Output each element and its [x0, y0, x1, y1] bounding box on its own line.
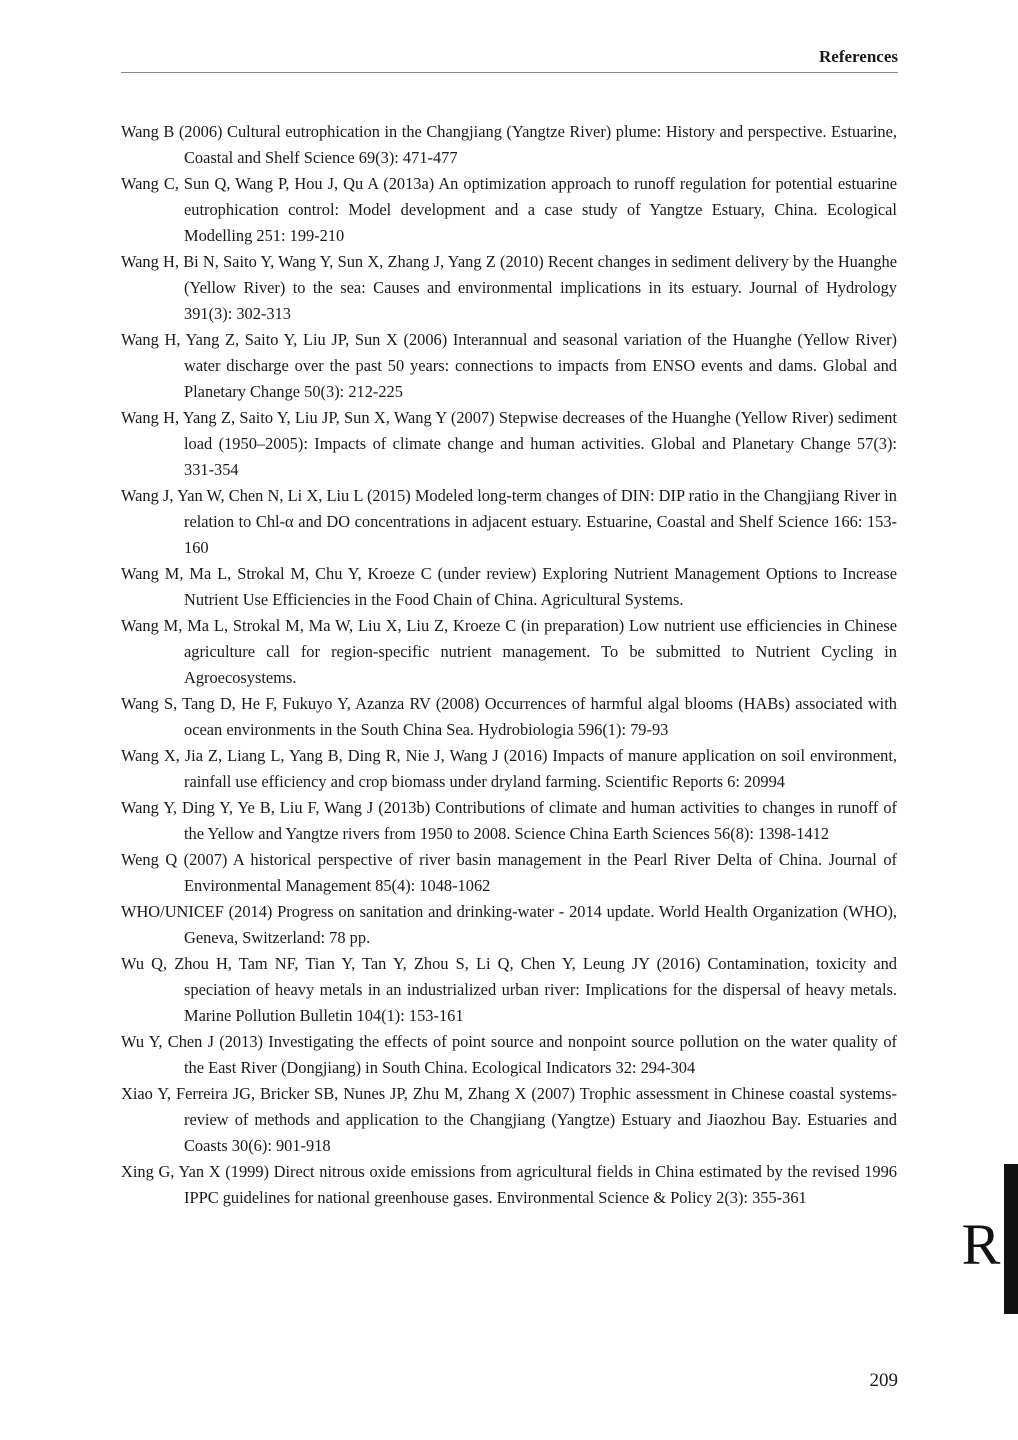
reference-entry: Wang H, Bi N, Saito Y, Wang Y, Sun X, Zhang J, Yang Z (2010) Recent changes in sediment delivery by the Huanghe (Yellow River) to the sea: Causes and environmental implications in its estuary. Journal of Hydrology 391(3): 302-313: [121, 252, 897, 323]
running-header-title: References: [819, 47, 898, 66]
section-tab-letter: R: [961, 1212, 1001, 1277]
reference-entry: Wang M, Ma L, Strokal M, Ma W, Liu X, Liu Z, Kroeze C (in preparation) Low nutrient use efficiencies in Chinese agriculture call for region-specific nutrient management. To be submitted to Nutrient Cycling in Agroecosystems.: [121, 616, 897, 687]
reference-entry: Wang M, Ma L, Strokal M, Chu Y, Kroeze C (under review) Exploring Nutrient Management Options to Increase Nutrient Use Efficiencies in the Food Chain of China. Agricultural Systems.: [121, 564, 897, 609]
section-thumb-tab: [1004, 1164, 1018, 1314]
reference-entry: Xing G, Yan X (1999) Direct nitrous oxide emissions from agricultural fields in China estimated by the revised 1996 IPPC guidelines for national greenhouse gases. Environmental Science & Policy 2(3): 355-361: [121, 1162, 897, 1207]
reference-entry: WHO/UNICEF (2014) Progress on sanitation and drinking-water - 2014 update. World Health Organization (WHO), Geneva, Switzerland: 78 pp.: [121, 902, 897, 947]
reference-list: [121, 119, 897, 1211]
page-number: 209: [869, 1370, 898, 1391]
reference-entry: Wang J, Yan W, Chen N, Li X, Liu L (2015) Modeled long-term changes of DIN: DIP ratio in the Changjiang River in relation to Chl-α and DO concentrations in adjacent estuary. Estuarine, Coastal and Shelf Science 166: 153-160: [121, 486, 897, 557]
reference-entry: Wang S, Tang D, He F, Fukuyo Y, Azanza RV (2008) Occurrences of harmful algal blooms (HABs) associated with ocean environments in the South China Sea. Hydrobiologia 596(1): 79-93: [121, 694, 897, 739]
reference-entry: Weng Q (2007) A historical perspective of river basin management in the Pearl River Delta of China. Journal of Environmental Management 85(4): 1048-1062: [121, 850, 897, 895]
reference-entry: Wu Q, Zhou H, Tam NF, Tian Y, Tan Y, Zhou S, Li Q, Chen Y, Leung JY (2016) Contamination, toxicity and speciation of heavy metals in an industrialized urban river: Implications for the dispersal of heavy metals. Marine Pollution Bulletin 104(1): 153-161: [121, 954, 897, 1025]
reference-entry: Xiao Y, Ferreira JG, Bricker SB, Nunes JP, Zhu M, Zhang X (2007) Trophic assessment in Chinese coastal systems-review of methods and application to the Changjiang (Yangtze) Estuary and Jiaozhou Bay. Estuaries and Coasts 30(6): 901-918: [121, 1084, 897, 1155]
reference-entry: Wang X, Jia Z, Liang L, Yang B, Ding R, Nie J, Wang J (2016) Impacts of manure application on soil environment, rainfall use efficiency and crop biomass under dryland farming. Scientific Reports 6: 20994: [121, 746, 897, 791]
reference-entry: Wang H, Yang Z, Saito Y, Liu JP, Sun X (2006) Interannual and seasonal variation of the Huanghe (Yellow River) water discharge over the past 50 years: connections to impacts from ENSO events and dams. Global and Planetary Change 50(3): 212-225: [121, 330, 897, 401]
reference-entry: Wang C, Sun Q, Wang P, Hou J, Qu A (2013a) An optimization approach to runoff regulation for potential estuarine eutrophication control: Model development and a case study of Yangtze Estuary, China. Ecological Modelling 251: 199-210: [121, 174, 897, 245]
reference-entry: Wu Y, Chen J (2013) Investigating the effects of point source and nonpoint source pollution on the water quality of the East River (Dongjiang) in South China. Ecological Indicators 32: 294-304: [121, 1032, 897, 1077]
reference-entry: Wang B (2006) Cultural eutrophication in the Changjiang (Yangtze River) plume: History and perspective. Estuarine, Coastal and Shelf Science 69(3): 471-477: [121, 122, 897, 167]
reference-entry: Wang Y, Ding Y, Ye B, Liu F, Wang J (2013b) Contributions of climate and human activities to changes in runoff of the Yellow and Yangtze rivers from 1950 to 2008. Science China Earth Sciences 56(8): 1398-1412: [121, 798, 897, 843]
reference-entry: Wang H, Yang Z, Saito Y, Liu JP, Sun X, Wang Y (2007) Stepwise decreases of the Huanghe (Yellow River) sediment load (1950–2005): Impacts of climate change and human activities. Global and Planetary Change 57(3): 331-354: [121, 408, 897, 479]
header-divider: [121, 72, 898, 73]
